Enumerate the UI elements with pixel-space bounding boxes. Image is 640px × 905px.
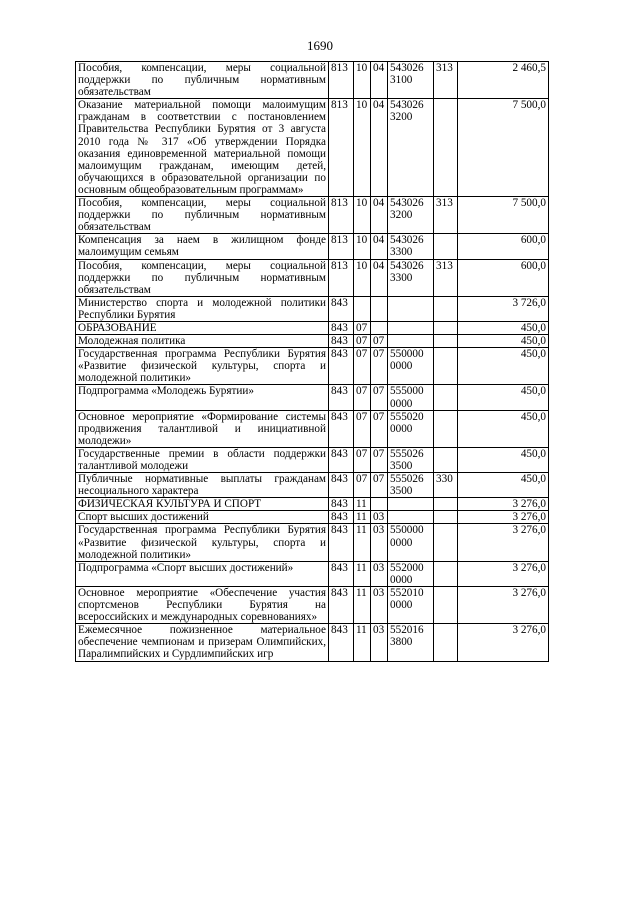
row-sum-cell: 450,0 — [458, 321, 549, 334]
row-sum-cell: 600,0 — [458, 259, 549, 296]
row-section-cell: 10 — [354, 234, 371, 259]
row-subsection-cell: 03 — [371, 524, 388, 561]
table-row — [76, 385, 549, 410]
row-grbs-cell: 813 — [329, 259, 354, 296]
budget-table-body — [76, 62, 549, 662]
row-target-article-cell — [388, 321, 434, 334]
row-section-cell: 11 — [354, 624, 371, 661]
row-name-cell: Подпрограмма «Спорт высших достижений» — [76, 561, 329, 586]
row-name-cell: Основное мероприятие «Формирование системы продвижения талантливой и инициативной молодежи» — [76, 410, 329, 447]
row-target-article-cell: 543026 3300 — [388, 259, 434, 296]
row-subsection-cell: 07 — [371, 335, 388, 348]
table-row — [76, 624, 549, 661]
table-row — [76, 498, 549, 511]
row-subsection-cell: 04 — [371, 99, 388, 197]
row-name-cell: Пособия, компенсации, меры социальной поддержки по публичным нормативным обязательствам — [76, 197, 329, 234]
row-sum-cell: 3 276,0 — [458, 561, 549, 586]
row-grbs-cell: 843 — [329, 335, 354, 348]
table-row — [76, 62, 549, 99]
row-grbs-cell: 843 — [329, 447, 354, 472]
row-expense-type-cell — [434, 624, 458, 661]
row-target-article-cell: 550000 0000 — [388, 524, 434, 561]
row-subsection-cell: 07 — [371, 385, 388, 410]
row-name-cell: ФИЗИЧЕСКАЯ КУЛЬТУРА И СПОРТ — [76, 498, 329, 511]
row-sum-cell: 3 276,0 — [458, 586, 549, 623]
row-expense-type-cell — [434, 348, 458, 385]
row-section-cell: 07 — [354, 410, 371, 447]
row-expense-type-cell — [434, 498, 458, 511]
row-expense-type-cell — [434, 447, 458, 472]
row-section-cell: 11 — [354, 524, 371, 561]
row-sum-cell: 3 276,0 — [458, 624, 549, 661]
row-subsection-cell: 03 — [371, 586, 388, 623]
row-target-article-cell — [388, 498, 434, 511]
row-expense-type-cell — [434, 99, 458, 197]
row-subsection-cell: 07 — [371, 348, 388, 385]
row-section-cell: 11 — [354, 511, 371, 524]
row-expense-type-cell — [434, 561, 458, 586]
row-grbs-cell: 813 — [329, 99, 354, 197]
row-expense-type-cell: 330 — [434, 473, 458, 498]
table-row — [76, 234, 549, 259]
row-name-cell: Спорт высших достижений — [76, 511, 329, 524]
row-name-cell: Ежемесячное пожизненное материальное обеспечение чемпионам и призерам Олимпийских, Паралимпийских и Сурдлимпийских игр — [76, 624, 329, 661]
row-grbs-cell: 843 — [329, 586, 354, 623]
row-subsection-cell — [371, 321, 388, 334]
row-grbs-cell: 843 — [329, 498, 354, 511]
table-row — [76, 561, 549, 586]
row-subsection-cell — [371, 296, 388, 321]
row-target-article-cell: 555026 3500 — [388, 473, 434, 498]
row-target-article-cell — [388, 296, 434, 321]
row-sum-cell: 2 460,5 — [458, 62, 549, 99]
row-target-article-cell: 543026 3100 — [388, 62, 434, 99]
row-target-article-cell: 550000 0000 — [388, 348, 434, 385]
row-sum-cell: 450,0 — [458, 348, 549, 385]
row-target-article-cell: 552000 0000 — [388, 561, 434, 586]
row-sum-cell: 3 726,0 — [458, 296, 549, 321]
table-row — [76, 296, 549, 321]
row-section-cell — [354, 296, 371, 321]
row-grbs-cell: 813 — [329, 197, 354, 234]
row-name-cell: Компенсация за наем в жилищном фонде малоимущим семьям — [76, 234, 329, 259]
row-subsection-cell: 07 — [371, 410, 388, 447]
row-name-cell: Государственная программа Республики Бурятия «Развитие физической культуры, спорта и молодежной политики» — [76, 348, 329, 385]
row-grbs-cell: 843 — [329, 524, 354, 561]
row-sum-cell: 3 276,0 — [458, 511, 549, 524]
row-section-cell: 07 — [354, 348, 371, 385]
row-expense-type-cell — [434, 321, 458, 334]
row-name-cell: Публичные нормативные выплаты гражданам несоциального характера — [76, 473, 329, 498]
row-grbs-cell: 843 — [329, 385, 354, 410]
row-expense-type-cell: 313 — [434, 62, 458, 99]
row-grbs-cell: 843 — [329, 321, 354, 334]
table-row — [76, 410, 549, 447]
row-section-cell: 11 — [354, 498, 371, 511]
table-row — [76, 473, 549, 498]
table-row — [76, 511, 549, 524]
row-expense-type-cell — [434, 524, 458, 561]
row-name-cell: ОБРАЗОВАНИЕ — [76, 321, 329, 334]
row-sum-cell: 600,0 — [458, 234, 549, 259]
row-grbs-cell: 813 — [329, 62, 354, 99]
row-expense-type-cell — [434, 410, 458, 447]
table-row — [76, 259, 549, 296]
table-row — [76, 99, 549, 197]
row-sum-cell: 450,0 — [458, 385, 549, 410]
row-subsection-cell: 03 — [371, 561, 388, 586]
row-section-cell: 07 — [354, 335, 371, 348]
row-subsection-cell: 04 — [371, 259, 388, 296]
row-subsection-cell: 03 — [371, 511, 388, 524]
row-grbs-cell: 843 — [329, 296, 354, 321]
row-target-article-cell: 555000 0000 — [388, 385, 434, 410]
table-row — [76, 586, 549, 623]
table-row — [76, 348, 549, 385]
row-name-cell: Государственные премии в области поддержки талантливой молодежи — [76, 447, 329, 472]
row-name-cell: Оказание материальной помощи малоимущим гражданам в соответствии с постановлением Правительства Республики Бурятия от 3 августа 2010 года № 317 «Об утверждении Порядка оказания единовременной материальной помощи малоимущим гражданам, имеющим детей, обучающихся в образовательной организации по основным общеобразовательным программам» — [76, 99, 329, 197]
row-subsection-cell: 07 — [371, 447, 388, 472]
row-section-cell: 10 — [354, 62, 371, 99]
row-grbs-cell: 843 — [329, 511, 354, 524]
row-target-article-cell — [388, 335, 434, 348]
row-target-article-cell: 555020 0000 — [388, 410, 434, 447]
row-grbs-cell: 843 — [329, 410, 354, 447]
row-target-article-cell: 552016 3800 — [388, 624, 434, 661]
row-target-article-cell: 543026 3200 — [388, 197, 434, 234]
row-grbs-cell: 843 — [329, 473, 354, 498]
row-name-cell: Подпрограмма «Молодежь Бурятии» — [76, 385, 329, 410]
row-grbs-cell: 813 — [329, 234, 354, 259]
row-section-cell: 11 — [354, 561, 371, 586]
row-expense-type-cell: 313 — [434, 259, 458, 296]
row-section-cell: 10 — [354, 197, 371, 234]
table-row — [76, 321, 549, 334]
row-subsection-cell: 04 — [371, 197, 388, 234]
row-expense-type-cell — [434, 586, 458, 623]
row-section-cell: 10 — [354, 99, 371, 197]
row-expense-type-cell — [434, 385, 458, 410]
row-sum-cell: 7 500,0 — [458, 99, 549, 197]
table-row — [76, 447, 549, 472]
row-section-cell: 07 — [354, 321, 371, 334]
row-target-article-cell: 555026 3500 — [388, 447, 434, 472]
row-sum-cell: 450,0 — [458, 447, 549, 472]
row-target-article-cell: 543026 3200 — [388, 99, 434, 197]
row-subsection-cell: 04 — [371, 62, 388, 99]
row-subsection-cell: 03 — [371, 624, 388, 661]
row-sum-cell: 450,0 — [458, 410, 549, 447]
row-expense-type-cell: 313 — [434, 197, 458, 234]
row-section-cell: 07 — [354, 473, 371, 498]
row-section-cell: 10 — [354, 259, 371, 296]
table-row — [76, 335, 549, 348]
row-subsection-cell — [371, 498, 388, 511]
row-name-cell: Пособия, компенсации, меры социальной поддержки по публичным нормативным обязательствам — [76, 259, 329, 296]
row-name-cell: Молодежная политика — [76, 335, 329, 348]
row-grbs-cell: 843 — [329, 348, 354, 385]
row-subsection-cell: 07 — [371, 473, 388, 498]
row-sum-cell: 3 276,0 — [458, 524, 549, 561]
row-sum-cell: 3 276,0 — [458, 498, 549, 511]
table-row — [76, 524, 549, 561]
budget-table — [75, 61, 549, 662]
row-section-cell: 11 — [354, 586, 371, 623]
row-name-cell: Пособия, компенсации, меры социальной поддержки по публичным нормативным обязательствам — [76, 62, 329, 99]
row-sum-cell: 7 500,0 — [458, 197, 549, 234]
row-target-article-cell: 552010 0000 — [388, 586, 434, 623]
row-grbs-cell: 843 — [329, 624, 354, 661]
row-expense-type-cell — [434, 335, 458, 348]
row-expense-type-cell — [434, 296, 458, 321]
row-section-cell: 07 — [354, 447, 371, 472]
row-name-cell: Основное мероприятие «Обеспечение участия спортсменов Республики Бурятия на всероссийских и международных соревнованиях» — [76, 586, 329, 623]
row-name-cell: Государственная программа Республики Бурятия «Развитие физической культуры, спорта и молодежной политики» — [76, 524, 329, 561]
page-number: 1690 — [307, 38, 333, 53]
row-expense-type-cell — [434, 234, 458, 259]
row-expense-type-cell — [434, 511, 458, 524]
row-target-article-cell: 543026 3300 — [388, 234, 434, 259]
row-grbs-cell: 843 — [329, 561, 354, 586]
row-name-cell: Министерство спорта и молодежной политики Республики Бурятия — [76, 296, 329, 321]
table-row — [76, 197, 549, 234]
row-sum-cell: 450,0 — [458, 335, 549, 348]
row-subsection-cell: 04 — [371, 234, 388, 259]
row-target-article-cell — [388, 511, 434, 524]
row-section-cell: 07 — [354, 385, 371, 410]
row-sum-cell: 450,0 — [458, 473, 549, 498]
